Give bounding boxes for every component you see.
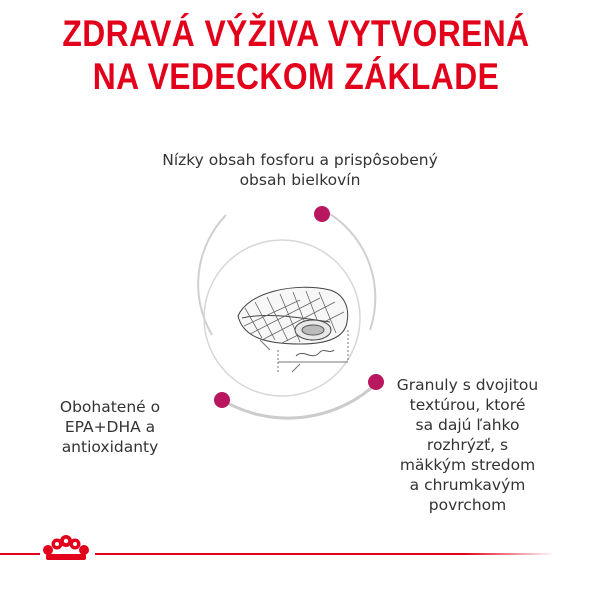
dot-top: [314, 206, 330, 222]
feature-left-text: [40, 397, 180, 457]
kibble-sketch-icon: [238, 287, 348, 372]
feature-left-line-2: EPA+DHA a: [64, 418, 156, 436]
title-line-2: NA VEDECKOM ZÁKLADE: [92, 56, 500, 97]
feature-left-line-3: antioxidanty: [61, 438, 159, 456]
footer-divider: [95, 553, 555, 555]
footer-divider-left: [0, 553, 40, 555]
dot-right: [368, 374, 384, 390]
feature-top-text: [150, 150, 450, 190]
royal-crown-logo: [40, 534, 92, 564]
feature-right-text: [385, 375, 550, 515]
outer-ring-arc-left: [198, 215, 226, 335]
dot-left: [214, 392, 230, 408]
feature-right-line-5: mäkkým stredom: [399, 456, 536, 474]
feature-top-line-2: obsah bielkovín: [239, 171, 361, 189]
feature-right-line-2: textúrou, ktoré: [409, 396, 526, 414]
feature-right-line-3: sa dajú ľahko: [415, 416, 520, 434]
title-line-1: ZDRAVÁ VÝŽIVA VYTVORENÁ: [62, 13, 530, 54]
feature-right-line-4: rozhrýzť, s: [426, 436, 509, 454]
feature-right-line-6: a chrumkavým: [409, 476, 526, 494]
feature-right-line-7: povrchom: [428, 496, 507, 514]
feature-right-line-1: Granuly s dvojitou: [396, 376, 539, 394]
feature-top-line-1: Nízky obsah fosforu a prispôsobený: [162, 151, 438, 169]
feature-left-line-1: Obohatené o: [59, 398, 161, 416]
